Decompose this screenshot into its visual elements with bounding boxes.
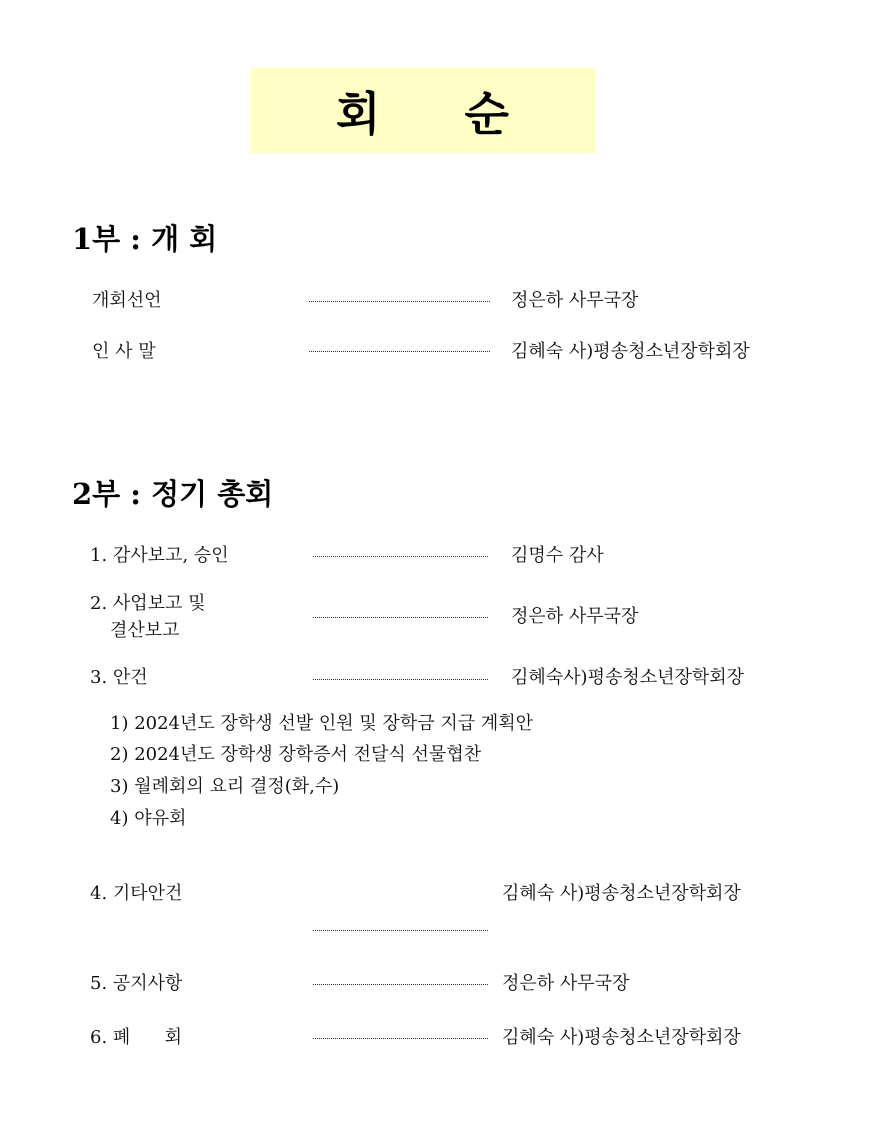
part1-heading: 1부 : 개 회 (72, 222, 218, 256)
part2-item-label-business-line2: 결산보고 (110, 620, 180, 641)
part2-item-person-closing: 김혜숙 사)평송청소년장학회장 (502, 1027, 741, 1048)
part2-item-person-other: 김혜숙 사)평송청소년장학회장 (502, 883, 741, 904)
dotted-leader (313, 984, 488, 985)
dotted-leader (309, 351, 490, 352)
dotted-leader (313, 617, 488, 618)
title-box (250, 68, 595, 153)
part1-item-label-opening: 개회선언 (92, 290, 162, 311)
part2-item-person-audit: 김명수 감사 (511, 545, 604, 566)
part2-item-label-audit: 1. 감사보고, 승인 (90, 545, 229, 566)
agenda-item-1: 1) 2024년도 장학생 선발 인원 및 장학금 지급 계획안 (110, 713, 534, 734)
dotted-leader (313, 930, 488, 931)
part1-item-label-greeting: 인 사 말 (92, 341, 156, 362)
dotted-leader (313, 556, 488, 557)
agenda-item-4: 4) 야유회 (110, 808, 187, 829)
part2-item-label-notice: 5. 공지사항 (90, 973, 183, 994)
part2-item-label-agenda: 3. 안건 (90, 667, 148, 688)
part2-item-label-other: 4. 기타안건 (90, 883, 183, 904)
part2-heading: 2부 : 정기 총회 (72, 477, 274, 511)
part1-item-person-opening: 정은하 사무국장 (511, 290, 639, 311)
part2-item-label-closing: 6. 폐 회 (90, 1027, 183, 1048)
page-title: 회 순 (336, 86, 543, 141)
dotted-leader (313, 1038, 488, 1039)
part2-item-person-business: 정은하 사무국장 (511, 606, 639, 627)
dotted-leader (309, 301, 490, 302)
dotted-leader (313, 679, 488, 680)
agenda-item-2: 2) 2024년도 장학생 장학증서 전달식 선물협찬 (110, 744, 482, 765)
part2-item-label-business-line1: 2. 사업보고 및 (90, 593, 206, 614)
agenda-item-3: 3) 월례회의 요리 결정(화,수) (110, 776, 340, 797)
part1-item-person-greeting: 김혜숙 사)평송청소년장학회장 (511, 341, 750, 362)
part2-item-person-agenda: 김혜숙사)평송청소년장학회장 (511, 667, 745, 688)
part2-item-person-notice: 정은하 사무국장 (502, 973, 630, 994)
